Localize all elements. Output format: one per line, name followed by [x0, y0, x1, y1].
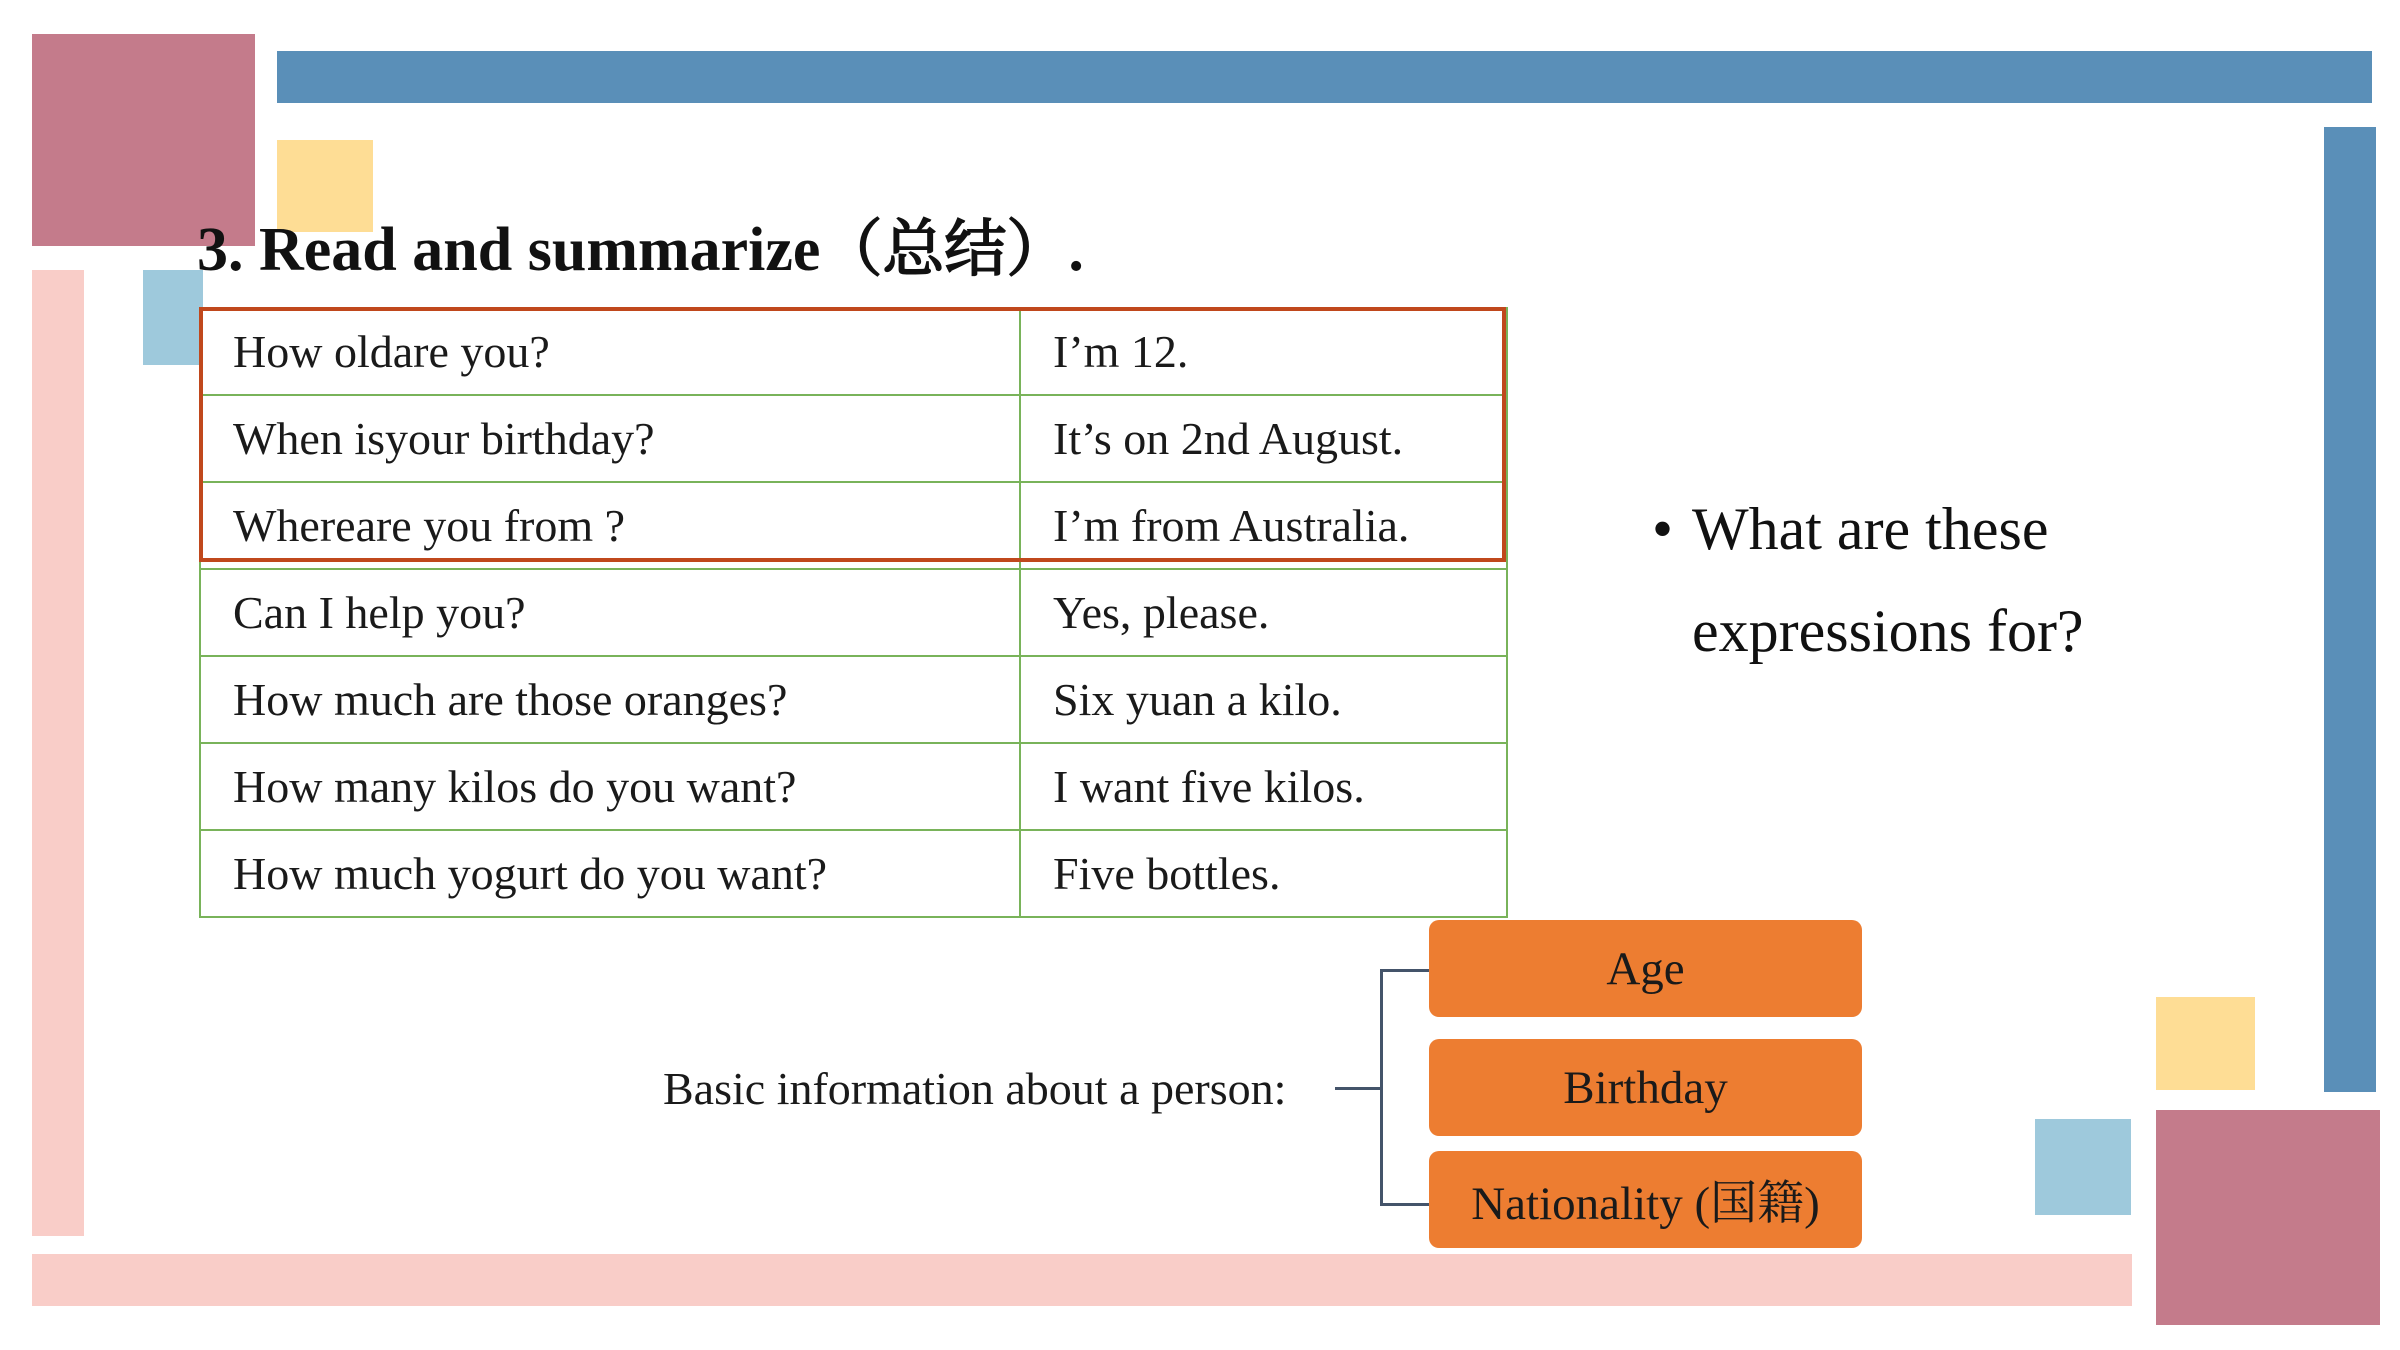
question-cell: How much yogurt do you want? [200, 830, 1020, 917]
decor-pink-bar-bottom [32, 1254, 2132, 1306]
question-cell: How many kilos do you want? [200, 743, 1020, 830]
mind-map-item-birthday: Birthday [1429, 1039, 1862, 1136]
question-cell: How oldare you? [200, 308, 1020, 395]
answer-cell: Yes, please. [1020, 569, 1507, 656]
decor-light-blue-square-bottom-right [2035, 1119, 2131, 1215]
question-cell: When isyour birthday? [200, 395, 1020, 482]
table-row [200, 743, 1507, 830]
connector-line [1335, 1087, 1380, 1090]
table-row [200, 656, 1507, 743]
mind-map-item-nationality: Nationality (国籍) [1429, 1151, 1862, 1248]
decor-pink-bar-left [32, 270, 84, 1236]
answer-cell: I’m 12. [1020, 308, 1507, 395]
decor-rose-square-bottom-right [2156, 1110, 2380, 1325]
connector-line [1380, 969, 1383, 1206]
answer-cell: I want five kilos. [1020, 743, 1507, 830]
decor-blue-bar-right [2324, 127, 2376, 1092]
table-row [200, 569, 1507, 656]
table-row [200, 482, 1507, 569]
page-title: 3. Read and summarize（总结）. [197, 216, 1084, 284]
answer-cell: Five bottles. [1020, 830, 1507, 917]
decor-yellow-square-bottom-right [2156, 997, 2255, 1090]
question-cell: Whereare you from ? [200, 482, 1020, 569]
bullet-icon: • [1652, 496, 1674, 562]
table-row [200, 308, 1507, 395]
answer-cell: I’m from Australia. [1020, 482, 1507, 569]
answer-cell: It’s on 2nd August. [1020, 395, 1507, 482]
expressions-table [199, 307, 1508, 918]
mind-map-root-label: Basic information about a person: [663, 1063, 1287, 1114]
question-cell: Can I help you? [200, 569, 1020, 656]
table-row [200, 395, 1507, 482]
table-row [200, 830, 1507, 917]
connector-line [1380, 1203, 1429, 1206]
decor-light-blue-square-top-left [143, 270, 203, 365]
side-question [1652, 478, 2172, 682]
decor-blue-bar-top [277, 51, 2372, 103]
mind-map-item-age: Age [1429, 920, 1862, 1017]
answer-cell: Six yuan a kilo. [1020, 656, 1507, 743]
question-cell: How much are those oranges? [200, 656, 1020, 743]
side-question-text: What are these expressions for? [1692, 496, 2084, 664]
connector-line [1380, 969, 1429, 972]
